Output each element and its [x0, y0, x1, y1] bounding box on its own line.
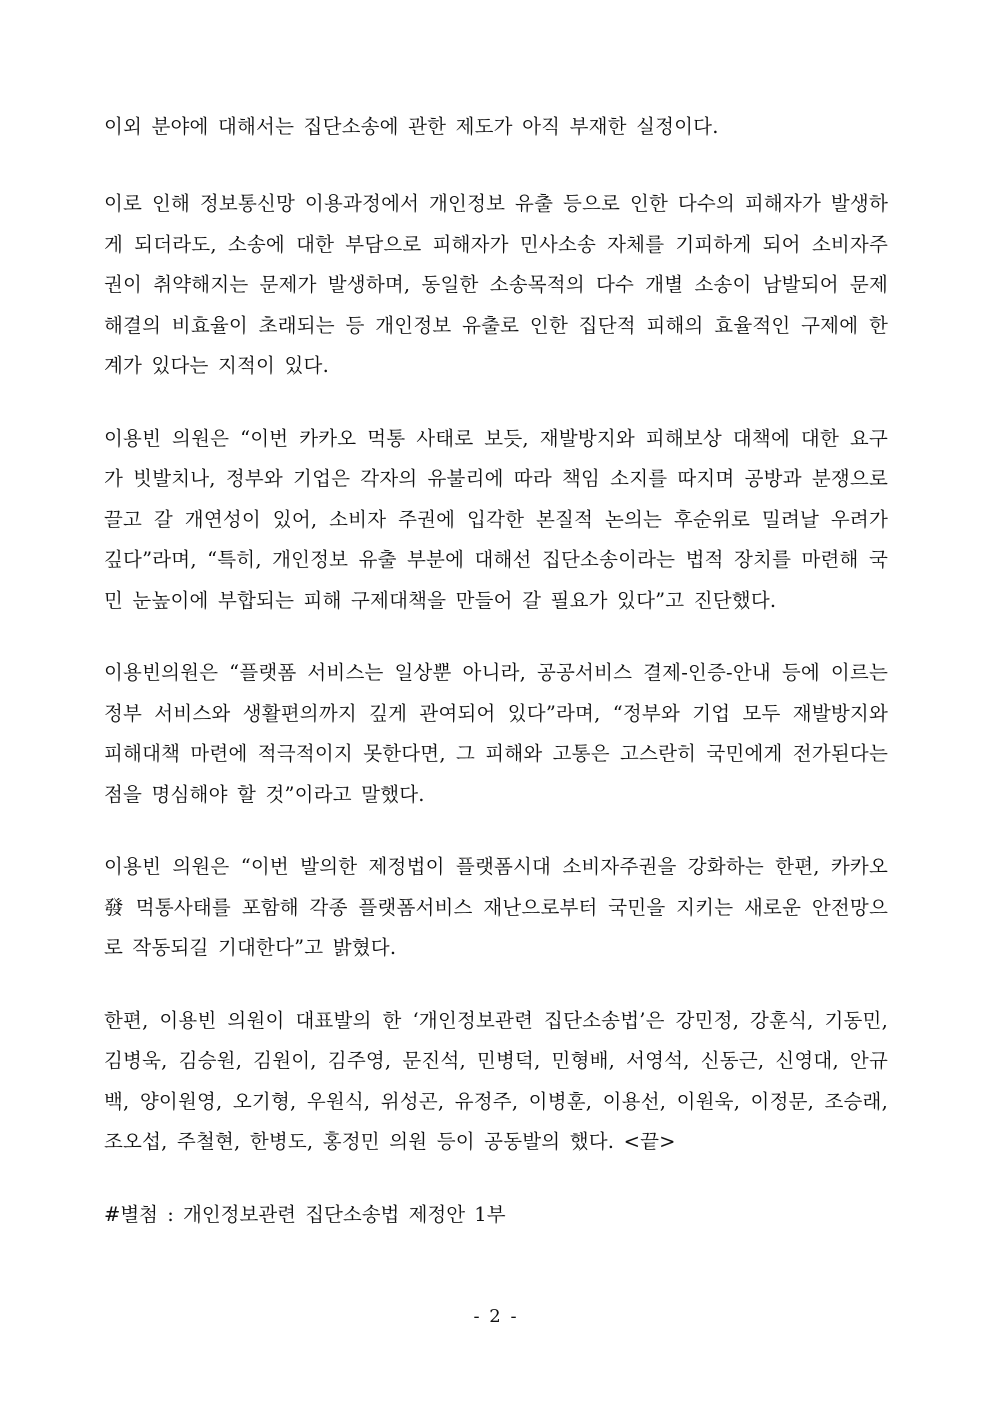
- paragraph-quote-platform: 이용빈의원은 “플랫폼 서비스는 일상뿐 아니라, 공공서비스 결제-인증-안내 등에 이르는 정부 서비스와 생활편의까지 깊게 관여되어 있다”라며, “정부와 기업 모두 재발방지와 피해대책 마련에 적극적이지 못한다면, 그 피해와 고통은 고스란히 국민에게 전가된다는 점을 명심해야 할 것”이라고 말했다.: [104, 661, 888, 806]
- page-number: - 2 -: [473, 1306, 519, 1327]
- attachment-note: #별첨 : 개인정보관련 집단소송법 제정안 1부: [104, 1202, 506, 1226]
- paragraph-quote-kakao: 이용빈 의원은 “이번 카카오 먹통 사태로 보듯, 재발방지와 피해보상 대책에 대한 요구가 빗발치나, 정부와 기업은 각자의 유불리에 따라 책임 소지를 따지며 공방과 분쟁으로 끌고 갈 개연성이 있어, 소비자 주권에 입각한 본질적 논의는 후순위로 밀려날 우려가 깊다”라며, “특히, 개인정보 유출 부분에 대해선 집단소송이라는 법적 장치를 마련해 국민 눈높이에 부합되는 피해 구제대책을 만들어 갈 필요가 있다”고 진단했다.: [104, 426, 888, 612]
- document-body: [104, 107, 888, 1235]
- paragraph-intro: 이외 분야에 대해서는 집단소송에 관한 제도가 아직 부재한 실정이다.: [104, 115, 719, 138]
- paragraph-cosponsors: 한편, 이용빈 의원이 대표발의 한 ‘개인정보관련 집단소송법’은 강민정, 강훈식, 기동민, 김병욱, 김승원, 김원이, 김주영, 문진석, 민병덕, 민형배, 서영석, 신동근, 신영대, 안규백, 양이원영, 오기형, 우원식, 위성곤, 유정주, 이병훈, 이용선, 이원욱, 이정문, 조승래, 조오섭, 주철현, 한병도, 홍정민 의원 등이 공동발의 했다. <끝>: [104, 1008, 888, 1153]
- paragraph-background: 이로 인해 정보통신망 이용과정에서 개인정보 유출 등으로 인한 다수의 피해자가 발생하게 되더라도, 소송에 대한 부담으로 피해자가 민사소송 자체를 기피하게 되어 소비자주권이 취약해지는 문제가 발생하며, 동일한 소송목적의 다수 개별 소송이 남발되어 문제해결의 비효율이 초래되는 등 개인정보 유출로 인한 집단적 피해의 효율적인 구제에 한계가 있다는 지적이 있다.: [104, 192, 888, 377]
- paragraph-quote-law: 이용빈 의원은 “이번 발의한 제정법이 플랫폼시대 소비자주권을 강화하는 한편, 카카오發 먹통사태를 포함해 각종 플랫폼서비스 재난으로부터 국민을 지키는 새로운 안전망으로 작동되길 기대한다”고 밝혔다.: [104, 855, 888, 959]
